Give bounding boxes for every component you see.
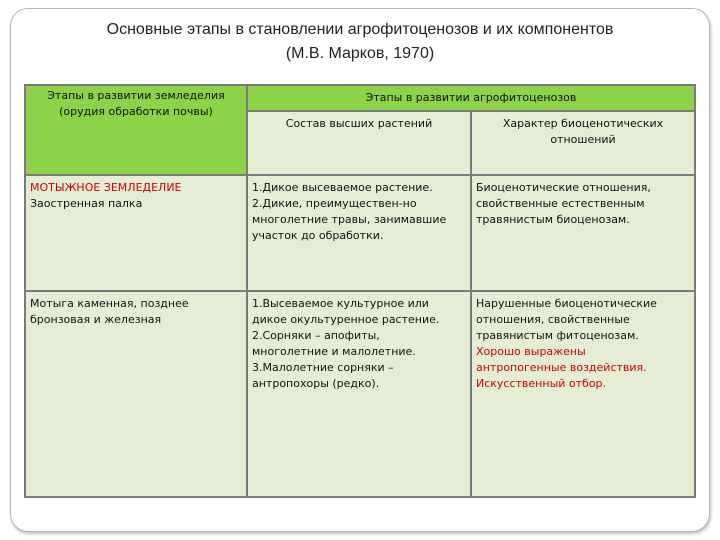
subheader-relations-line1: Характер биоценотических [502,117,664,130]
row2-plants-line: 1.Высеваемое культурное или [252,297,429,310]
header-agrophytocenosis-stages: Этапы в развитии агрофитоценозов [247,85,695,111]
row2-relations-red-line: Искусственный отбор. [476,377,607,390]
row2-relations-line: отношения, свойственные [476,313,630,326]
row1-plants-cell [247,175,471,291]
row1-stage-title: МОТЫЖНОЕ ЗЕМЛЕДЕЛИЕ [30,181,182,194]
row1-relations-line: Биоценотические отношения, [476,181,651,194]
row1-plants-line: участок до обработки. [252,229,384,242]
row2-relations-cell [471,291,695,497]
row2-plants-line: антропохоры (редко). [252,377,380,390]
row2-relations-line: травянистым фитоценозам. [476,329,639,342]
row2-relations-red-line: антропогенные воздействия. [476,361,647,374]
row2-relations-line: Нарушенные биоценотические [476,297,657,310]
row1-stage-tool: Заостренная палка [30,197,143,210]
row2-plants-line: 2.Сорняки – апофиты, [252,329,380,342]
subheader-plant-composition: Состав высших растений [247,111,471,175]
row2-plants-line: 3.Малолетние сорняки – [252,361,394,374]
title-line-1: Основные этапы в становлении агрофитоценозов и их компонентов [106,21,614,38]
row1-plants-line: 2.Дикие, преимуществен-но [252,197,417,210]
row1-plants-line: 1.Дикое высеваемое растение. [252,181,433,194]
table-row [25,175,695,291]
row1-stage-cell [25,175,247,291]
header-farming-stages-line2: (орудия обработки почвы) [59,105,213,118]
row2-relations-red-line: Хорошо выражены [476,345,586,358]
header-farming-stages-line1: Этапы в развитии земледелия [47,89,225,102]
row2-plants-line: дикое окультуренное растение. [252,313,440,326]
slide-title [30,18,690,66]
row2-stage-line: Мотыга каменная, позднее [30,297,189,310]
table-row [25,291,695,497]
row1-relations-cell [471,175,695,291]
stages-table [24,84,696,498]
row2-stage-line: бронзовая и железная [30,313,162,326]
subheader-biocenotic-relations [471,111,695,175]
title-line-2: (М.В. Марков, 1970) [285,45,435,62]
row1-relations-line: травянистым биоценозам. [476,213,630,226]
header-farming-stages [25,85,247,175]
row1-relations-line: свойственные естественным [476,197,645,210]
subheader-relations-line2: отношений [550,133,616,146]
header-row [25,85,695,111]
row1-plants-line: многолетние травы, занимавшие [252,213,447,226]
row2-stage-cell [25,291,247,497]
row2-plants-line: многолетние и малолетние. [252,345,416,358]
row2-plants-cell [247,291,471,497]
